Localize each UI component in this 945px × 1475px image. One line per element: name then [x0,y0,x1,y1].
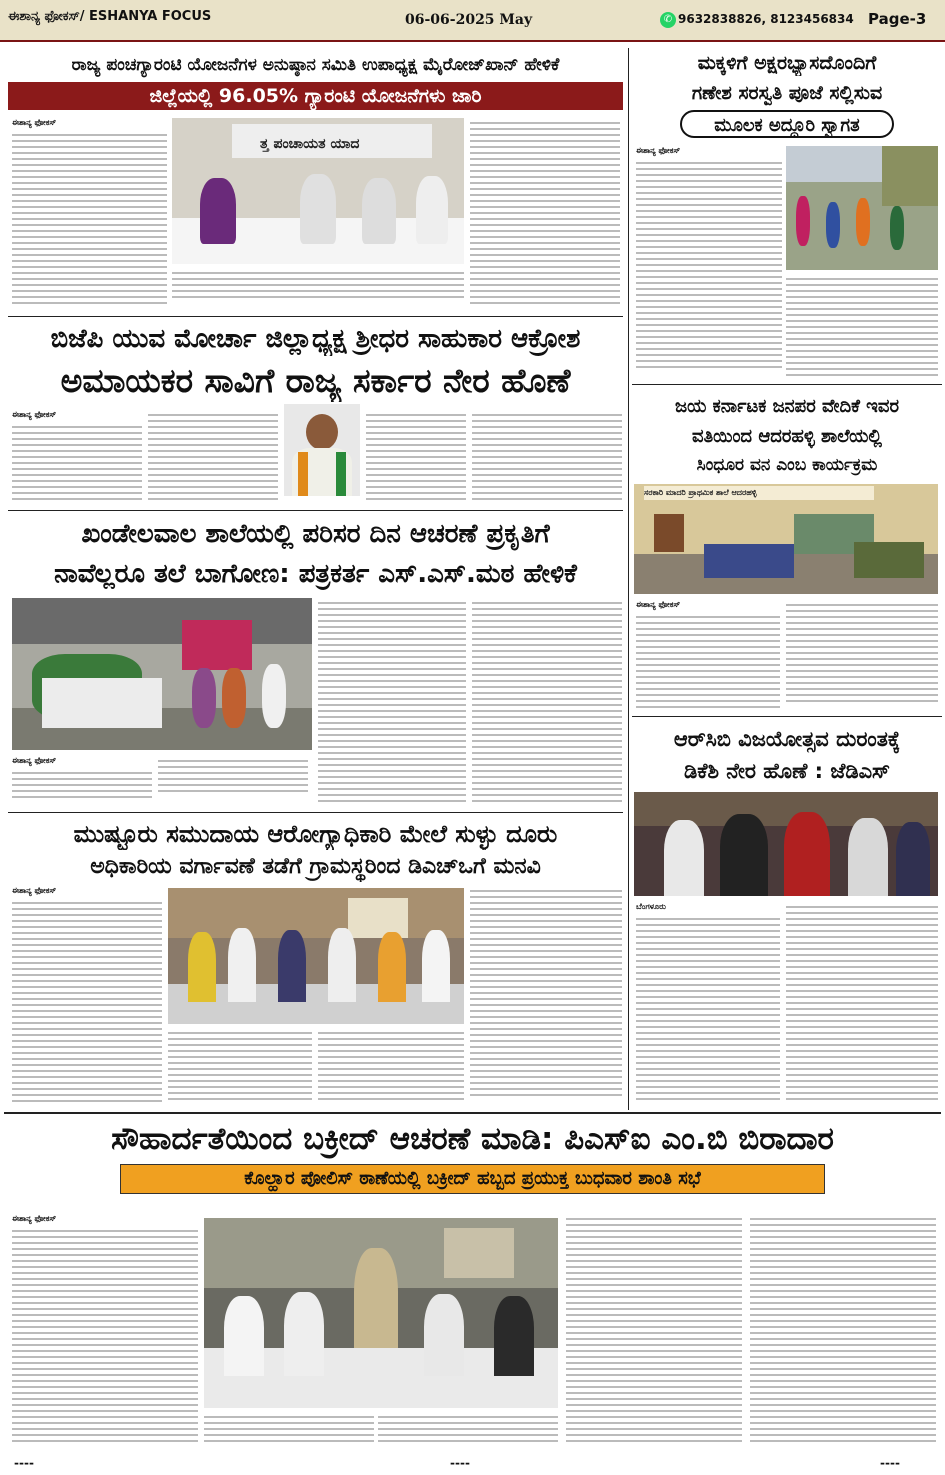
person [856,198,870,246]
article-7-photo [168,888,464,1024]
article-2-body-col2 [786,274,938,376]
door [654,514,684,552]
person [328,928,356,1002]
article-4-headline-line-1: ಜಯ ಕರ್ನಾಟಕ ಜನಪರ ವೇದಿಕೆ ಇವರ [675,396,899,417]
page-number: Page-3 [868,10,927,28]
article-8-headline: ಸೌಹಾರ್ದತೆಯಿಂದ ಬಕ್ರೀದ್ ಆಚರಣೆ ಮಾಡಿ: ಪಿಎಸ್‌ಐ ಎಂ.ಬಿ ಬಿರಾದಾರ [111,1121,834,1157]
article-1-subhead: ಜಿಲ್ಲೆಯಲ್ಲಿ 96.05% ಗ್ಯಾರಂಟಿ ಯೋಜನೆಗಳು ಜಾರಿ [8,82,623,110]
police-officer [354,1248,398,1358]
footer-right-marker: ---- [880,1456,900,1470]
article-5-photo [12,598,312,750]
person [826,202,840,248]
separator [632,716,942,717]
article-3-headline-line-1: ಬಿಜೆಪಿ ಯುವ ಮೋರ್ಚಾ ಜಿಲ್ಲಾಧ್ಯಕ್ಷ ಶ್ರೀಧರ ಸಾಹುಕಾರ ಆಕ್ರೋಶ [50,324,581,354]
article-1-body-col3 [470,118,620,312]
column-divider [628,48,629,1110]
article-2-body-col1 [636,158,782,376]
article-6-headline-line-2: ಡಿಕೆಶಿ ನೇರ ಹೊಣೆ : ಜೆಡಿಎಸ್ [683,759,891,783]
separator [8,510,623,511]
article-6-body-col2 [786,902,938,1104]
person [378,932,406,1002]
article-6-headline-line-1: ಆರ್‌ಸಿಬಿ ವಿಜಯೋತ್ಸವ ದುರಂತಕ್ಕೆ [673,727,901,751]
person [890,206,904,250]
person [224,1296,264,1376]
separator [8,316,623,317]
article-6-byline: ಬೆಂಗಳೂರು [636,902,666,911]
article-3-byline: ಈಶಾನ್ಯ ಫೋಕಸ್ [12,410,57,419]
article-7-byline: ಈಶಾನ್ಯ ಫೋಕಸ್ [12,886,57,895]
person [784,812,830,896]
article-3-headline-line-2: ಅಮಾಯಕರ ಸಾವಿಗೆ ರಾಜ್ಯ ಸರ್ಕಾರ ನೇರ ಹೊಣೆ [60,361,571,400]
separator [8,812,623,813]
article-2-photo [786,146,938,270]
article-7-body-col2 [168,1028,312,1106]
article-8-subhead: ಕೊಲ್ಹಾರ ಪೋಲಿಸ್ ಠಾಣೆಯಲ್ಲಿ ಬಕ್ರೀದ್ ಹಬ್ಬದ ಪ್ರಯುಕ್ತ ಬುಧವಾರ ಶಾಂತಿ ಸಭೆ [120,1164,825,1194]
person [362,178,396,244]
banner [182,620,252,670]
article-7-body-col1 [12,898,162,1106]
person [416,176,448,244]
article-3-body-col2 [148,410,278,504]
photo-sign-text: ತ್ತ ಪಂಚಾಯತ ಯಾದ [260,136,360,152]
person [896,822,930,896]
scarf [298,452,308,496]
article-3-body-col1 [12,422,142,504]
students-group [854,542,924,578]
article-4-body-col2 [786,600,938,708]
article-3-body-col3 [366,410,466,504]
window [348,898,408,938]
article-5-body-col3 [318,598,466,808]
article-2-headline-line-3: ಮೂಲಕ ಅದ್ದೂರಿ ಸ್ವಾಗತ [680,110,894,138]
scarf [336,452,346,496]
person [262,664,286,728]
contact-phone: 9632838826, 8123456834 [678,12,854,26]
article-2-headline-line-1: ಮಕ್ಕಳಿಗೆ ಅಕ್ಷರಭ್ಯಾಸದೊಂದಿಗೆ [697,52,877,74]
article-5-headline-line-2: ನಾವೆಲ್ಲರೂ ತಲೆ ಬಾಗೋಣ: ಪತ್ರಕರ್ತ ಎಸ್.ಎಸ್.ಮಠ ಹೇಳಿಕೆ [54,559,577,589]
article-5-byline: ಈಶಾನ್ಯ ಫೋಕಸ್ [12,756,57,765]
article-8-body-col3 [378,1412,558,1452]
article-8-photo [204,1218,558,1408]
students-uniform [42,678,162,728]
article-4-headline-line-2: ವತಿಯಿಂದ ಆದರಹಳ್ಳಿ ಶಾಲೆಯಲ್ಲಿ [692,426,882,447]
separator [632,384,942,385]
person [796,196,810,246]
article-7-body-col3 [318,1028,464,1106]
person [424,1294,464,1376]
article-3-body-col4 [472,410,622,504]
article-5-body-col2 [158,756,308,808]
article-1-photo-caption [172,268,464,312]
article-4-headline-line-3: ಸಿಂಧೂರ ವನ ಎಂಬ ಕಾರ್ಯಕ್ರಮ [696,455,878,475]
article-5-headline-line-1: ಖಂಡೇಲವಾಲ ಶಾಲೆಯಲ್ಲಿ ಪರಿಸರ ದಿನ ಆಚರಣೆ ಪ್ರಕೃತಿಗೆ [81,519,550,549]
article-3-portrait [284,404,360,496]
person [848,818,888,896]
article-1-byline: ಈಶಾನ್ಯ ಫೋಕಸ್ [12,118,57,127]
article-8-body-col5 [750,1214,936,1452]
wall [168,888,464,938]
article-5-body-col4 [472,598,622,808]
person [200,178,236,244]
article-4-byline: ಈಶಾನ್ಯ ಫೋಕಸ್ [636,600,681,609]
article-4-body-col1 [636,612,780,712]
person [222,668,246,728]
person [494,1296,534,1376]
person [278,930,306,1002]
school-sign: ಸರಕಾರಿ ಮಾದರಿ ಪ್ರಾಥಮಿಕ ಶಾಲೆ ಆದರಹಳ್ಳಿ [644,486,874,500]
person-head [306,414,338,450]
article-2-headline-line-2: ಗಣೇಶ ಸರಸ್ವತಿ ಪೂಜೆ ಸಲ್ಲಿಸುವ [691,82,883,104]
article-4-photo [634,484,938,594]
issue-date: 06-06-2025 May [405,12,533,28]
article-8-body-col4 [566,1214,742,1452]
footer-left-marker: ---- [14,1456,34,1470]
article-7-headline-line-1: ಮುಷ್ಟೂರು ಸಮುದಾಯ ಆರೋಗ್ಯಾಧಿಕಾರಿ ಮೇಲೆ ಸುಳ್ಳು ದೂರು [73,820,558,848]
person [188,932,216,1002]
students-group [704,544,794,578]
separator [4,1112,941,1114]
person [720,814,768,896]
article-6-body-col1 [636,914,780,1104]
article-8-byline: ಈಶಾನ್ಯ ಫೋಕಸ್ [12,1214,57,1223]
article-5-body-col1 [12,768,152,808]
person [664,820,704,896]
person [422,930,450,1002]
article-1-photo [172,118,464,264]
article-2-byline: ಈಶಾನ್ಯ ಫೋಕಸ್ [636,146,681,155]
article-1-body-col1 [12,130,167,310]
person [300,174,336,244]
person [228,928,256,1002]
building [882,146,938,206]
publication-name: ಈಶಾನ್ಯ ಫೋಕಸ್/ ESHANYA FOCUS [8,9,212,24]
person [192,668,216,728]
footer-center-marker: ---- [450,1456,470,1470]
article-7-headline-line-2: ಅಧಿಕಾರಿಯ ವರ್ಗಾವಣೆ ತಡೆಗೆ ಗ್ರಾಮಸ್ಥರಿಂದ ಡಿಎಚ್‌ಒಗೆ ಮನವಿ [90,854,541,879]
article-8-body-col1 [12,1226,198,1452]
whatsapp-icon: ✆ [660,12,676,28]
building [12,598,312,644]
article-1-headline: ರಾಜ್ಯ ಪಂಚಗ್ಯಾರಂಟಿ ಯೋಜನೆಗಳ ಅನುಷ್ಠಾನ ಸಮಿತಿ ಉಪಾಧ್ಯಕ್ಷ ಮೈರೋಜ್‌ಖಾನ್ ಹೇಳಿಕೆ [71,55,560,75]
article-6-photo [634,792,938,896]
article-7-body-col4 [470,886,622,1106]
person [284,1292,324,1376]
article-8-body-col2 [204,1412,374,1452]
window [444,1228,514,1278]
